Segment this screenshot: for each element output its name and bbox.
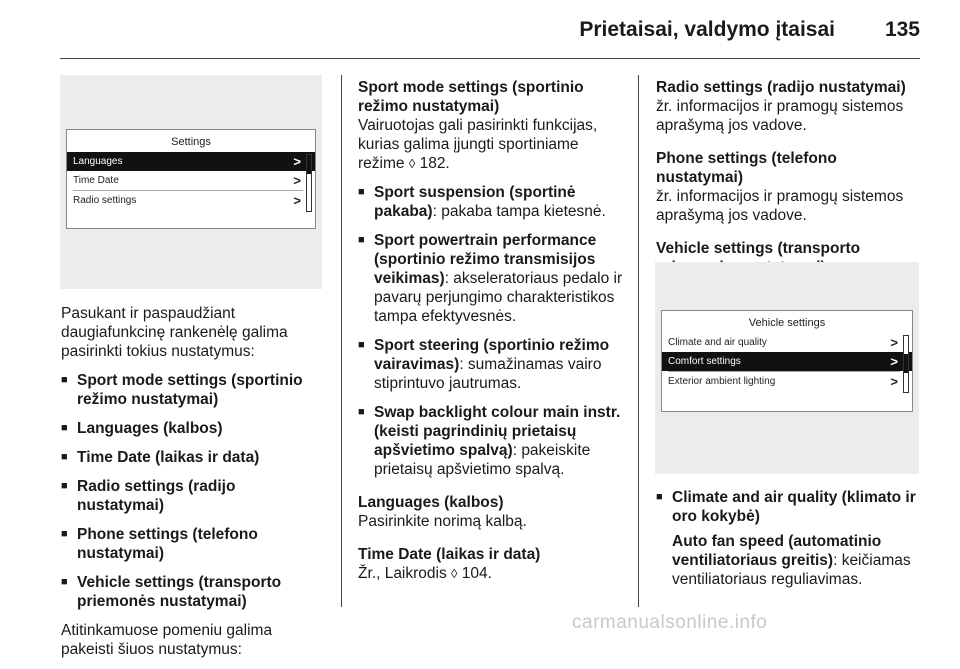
display-row-radio-settings xyxy=(67,191,315,210)
option-term: Sport steering (sportinio režimo vairavimas) xyxy=(374,337,610,373)
list-item: ■ Sport mode settings (sportinio režimo nustatymai) xyxy=(61,371,323,409)
sport-options-list xyxy=(358,183,624,479)
list-item xyxy=(358,403,624,479)
languages-heading: Languages (kalbos) xyxy=(358,494,504,511)
list-item: ■ Vehicle settings (transporto priemonės nustatymai) xyxy=(61,573,323,611)
list-item xyxy=(358,336,624,393)
display-title: Settings xyxy=(171,136,211,148)
settings-display xyxy=(66,129,316,229)
outro-paragraph: Atitinkamuose pomeniu galima pakeisti šiuos nustatymus: xyxy=(61,622,273,658)
option-term: Sport powertrain performance (sportinio režimo transmisijos veikimas) xyxy=(374,232,597,287)
time-text: Žr., Laikrodis xyxy=(358,565,452,582)
column-divider-1 xyxy=(341,75,342,607)
climate-term: ■ Climate and air quality (klimato ir oro kokybė) xyxy=(672,489,916,525)
time-paragraph xyxy=(358,564,624,583)
header-divider xyxy=(60,58,920,59)
intro-paragraph: Pasukant ir paspaudžiant daugiafunkcinę rankenėlę galima pasirinkti tokius nustatymus: xyxy=(61,305,288,360)
sport-paragraph xyxy=(358,116,624,173)
chevron-right-icon: > xyxy=(890,374,898,389)
column-3-lower-text xyxy=(656,488,920,599)
phone-heading: Phone settings (telefono nustatymai) xyxy=(656,150,837,186)
sport-text: Vairuotojas gali pasirinkti funkcijas, kurias galima įjungti sportiniame režime xyxy=(358,117,598,172)
fan-term: Auto fan speed (automatinio ventiliatoriaus greitis) xyxy=(672,533,882,569)
vehicle-settings-screen-image xyxy=(655,262,919,474)
settings-list xyxy=(61,371,323,611)
settings-screen-image xyxy=(60,75,322,289)
display-row-climate xyxy=(662,333,912,352)
list-item xyxy=(656,488,920,589)
vehicle-options-list xyxy=(656,488,920,589)
list-item: ■ Languages (kalbos) xyxy=(61,419,323,438)
page-header-title: Prietaisai, valdymo įtaisai xyxy=(579,18,835,41)
vehicle-settings-display xyxy=(661,310,913,412)
option-desc: : pakeiskite prietaisų apšvietimo spalvą. xyxy=(374,442,591,478)
list-item xyxy=(358,231,624,326)
fan-speed-entry xyxy=(672,532,920,589)
display-row-label: Languages xyxy=(73,156,123,167)
list-item: ■ Phone settings (telefono nustatymai) xyxy=(61,525,323,563)
vehicle-heading: Vehicle settings (transporto xyxy=(656,240,861,257)
column-2-text xyxy=(358,78,624,593)
page-reference-icon: ◊ xyxy=(408,156,416,171)
display-scrollbar xyxy=(306,154,312,212)
display-row-label: Radio settings xyxy=(73,195,137,206)
sport-page-ref: 182. xyxy=(415,155,450,172)
chevron-right-icon: > xyxy=(293,154,301,169)
column-1-text xyxy=(61,304,323,669)
chevron-right-icon: > xyxy=(293,173,301,188)
page-number: 135 xyxy=(884,18,920,41)
option-desc: : sumažinamas vairo stiprintuvo jautrumas. xyxy=(374,356,602,392)
scrollbar-thumb xyxy=(904,354,908,373)
display-row-label: Comfort settings xyxy=(668,356,741,367)
list-item: ■ Time Date (laikas ir data) xyxy=(61,448,323,467)
display-row-label: Time Date xyxy=(73,175,119,186)
option-desc: : pakaba tampa kietesnė. xyxy=(432,203,606,220)
time-heading: Time Date (laikas ir data) xyxy=(358,546,541,563)
display-row-languages xyxy=(67,152,315,171)
radio-text: žr. informacijos ir pramogų sistemos aprašymą jos vadove. xyxy=(656,98,904,134)
display-row-label: Exterior ambient lighting xyxy=(668,376,776,387)
chevron-right-icon: > xyxy=(890,335,898,350)
display-row-time-date xyxy=(67,171,315,190)
sport-heading: Sport mode settings (sportinio režimo nustatymai) xyxy=(358,79,584,115)
list-item: ■ Radio settings (radijo nustatymai) xyxy=(61,477,323,515)
languages-text: Pasirinkite norimą kalbą. xyxy=(358,513,527,530)
display-scrollbar xyxy=(903,335,909,393)
display-row-label: Climate and air quality xyxy=(668,337,767,348)
option-term: Swap backlight colour main instr. (keisti pagrindinių prietaisų apšvietimo spalvą) xyxy=(374,404,621,459)
display-row-comfort xyxy=(662,352,912,371)
option-term: Sport suspension (sportinė pakaba) xyxy=(374,184,576,220)
radio-heading: Radio settings (radijo nustatymai) xyxy=(656,79,906,96)
display-title: Vehicle settings xyxy=(748,317,826,329)
column-divider-2 xyxy=(638,75,639,607)
option-desc: : akseleratoriaus pedalo ir pavarų perjungimo charakteristikos tampa efektyvesnės. xyxy=(374,270,623,325)
chevron-right-icon: > xyxy=(293,193,301,208)
list-item xyxy=(358,183,624,221)
phone-text: žr. informacijos ir pramogų sistemos aprašymą jos vadove. xyxy=(656,188,904,224)
column-3-text xyxy=(656,78,920,277)
scrollbar-thumb xyxy=(307,155,311,174)
time-page-ref: 104. xyxy=(457,565,492,582)
watermark-text: carmanualsonline.info xyxy=(572,612,768,633)
fan-desc: : keičiamas ventiliatoriaus reguliavimas. xyxy=(672,552,911,588)
page-reference-icon: ◊ xyxy=(451,566,458,581)
display-row-exterior xyxy=(662,372,912,391)
chevron-right-icon: > xyxy=(890,354,898,369)
